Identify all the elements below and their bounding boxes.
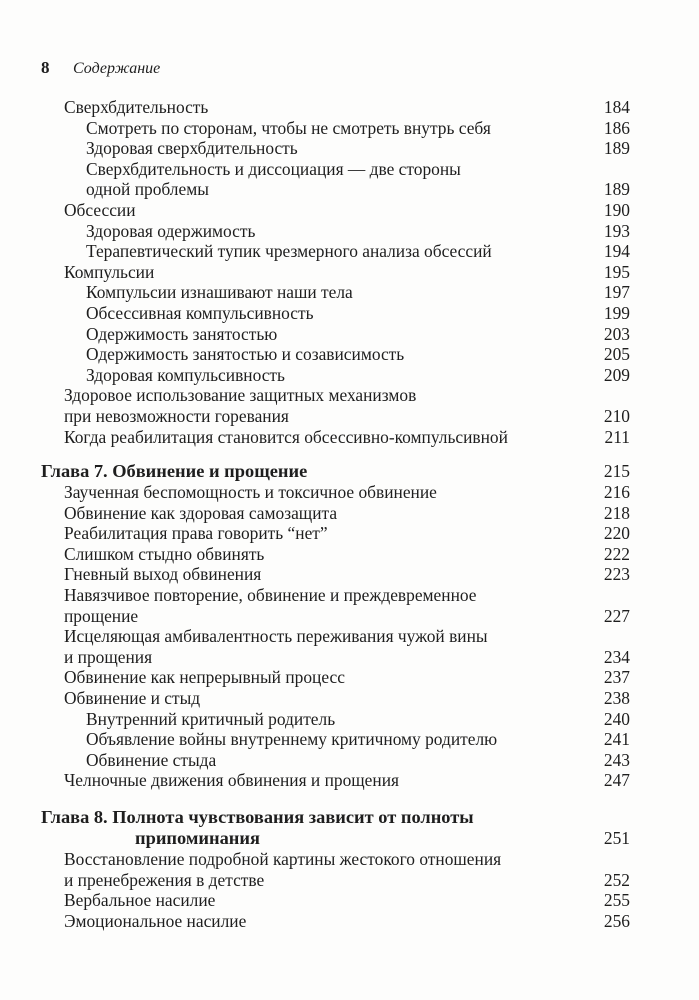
toc-entry-title: Обвинение как непрерывный процесс	[64, 667, 345, 688]
toc-section	[0, 523, 699, 544]
toc-entry-page: 210	[603, 405, 630, 426]
toc-section	[0, 385, 699, 426]
toc-section	[0, 427, 699, 448]
toc-subsection	[0, 138, 699, 159]
toc-subsection	[0, 159, 699, 200]
toc-entry-page: 189	[603, 179, 630, 200]
toc-entry-page: 222	[603, 543, 630, 564]
toc-section	[0, 482, 699, 503]
toc-entry-title: Объявление войны внутреннему критичному родителю	[86, 729, 498, 750]
toc-entry-title: Одержимость занятостью и созависимость	[86, 344, 405, 365]
toc-entry-title: Сверхбдительность и диссоциация — две стороны	[86, 158, 461, 179]
toc-entry-page: 197	[603, 282, 630, 303]
toc-entry-title: Компульсии изнашивают наши тела	[86, 282, 353, 303]
toc-entry-title: Смотреть по сторонам, чтобы не смотреть внутрь себя	[86, 117, 491, 138]
toc-entry-title: Вербальное насилие	[64, 890, 216, 911]
toc-subsection	[0, 344, 699, 365]
toc-section	[0, 626, 699, 667]
toc-section	[0, 770, 699, 791]
toc-entry-page: 243	[603, 749, 630, 770]
toc-section	[0, 564, 699, 585]
toc-entry-page: 252	[603, 869, 630, 890]
toc-section	[0, 667, 699, 688]
toc-section	[0, 911, 699, 932]
toc-entry-title: Гневный выход обвинения	[64, 564, 262, 585]
toc-entry-title: Реабилитация права говорить “нет”	[64, 523, 328, 544]
toc-entry-page: 238	[603, 688, 630, 709]
toc-chapter	[0, 807, 699, 849]
toc-entry-page: 241	[603, 729, 630, 750]
toc-entry-title: Внутренний критичный родитель	[86, 708, 336, 729]
running-title: Содержание	[73, 60, 161, 77]
toc-entry-page: 218	[603, 502, 630, 523]
toc-entry-page: 216	[603, 482, 630, 503]
toc-entry-title: Эмоциональное насилие	[64, 910, 247, 931]
toc-entry-page: 189	[603, 138, 630, 159]
toc-entry-title-continued: при невозможности горевания	[64, 405, 289, 426]
toc-entry-title: Здоровая сверхбдительность	[86, 138, 298, 159]
toc-entry-title: Одержимость занятостью	[86, 323, 278, 344]
toc-entry-page: 223	[603, 564, 630, 585]
toc-entry-title-continued: прощение	[64, 605, 139, 626]
toc-section	[0, 688, 699, 709]
toc-entry-title-continued: припоминания	[135, 828, 260, 848]
toc-subsection	[0, 365, 699, 386]
table-of-contents	[0, 97, 699, 931]
toc-entry-title: Обвинение и стыд	[64, 688, 201, 709]
toc-entry-title: Челночные движения обвинения и прощения	[64, 770, 400, 791]
toc-entry-page: 255	[603, 890, 630, 911]
toc-entry-title: Обвинение стыда	[86, 749, 217, 770]
toc-entry-title-continued: и прощения	[64, 646, 153, 667]
toc-section	[0, 97, 699, 118]
page-number: 8	[41, 58, 50, 77]
toc-entry-page: 220	[603, 523, 630, 544]
toc-chapter	[0, 461, 699, 482]
toc-entry-title: Обсессии	[64, 199, 136, 220]
toc-entry-page: 194	[603, 241, 630, 262]
toc-entry-title: Сверхбдительность	[64, 97, 209, 117]
toc-entry-title-continued: одной проблемы	[86, 179, 209, 200]
running-header	[41, 58, 160, 78]
toc-entry-title: Глава 7. Обвинение и прощение	[41, 461, 308, 482]
toc-entry-title: Обсессивная компульсивность	[86, 302, 314, 323]
toc-entry-title: Здоровая одержимость	[86, 220, 256, 241]
toc-section	[0, 849, 699, 890]
toc-section	[0, 200, 699, 221]
toc-entry-title: Компульсии	[64, 261, 155, 282]
toc-entry-page: 227	[603, 605, 630, 626]
toc-entry-title: Исцеляющая амбивалентность переживания чужой вины	[64, 626, 488, 647]
toc-entry-page: 251	[603, 828, 630, 848]
toc-entry-page: 203	[603, 323, 630, 344]
toc-section	[0, 890, 699, 911]
toc-entry-page: 234	[603, 646, 630, 667]
toc-entry-page: 205	[603, 344, 630, 365]
toc-entry-page: 190	[603, 199, 630, 220]
toc-entry-page: 193	[603, 220, 630, 241]
toc-entry-title: Слишком стыдно обвинять	[64, 543, 265, 564]
toc-entry-title: Навязчивое повторение, обвинение и преждевременное	[64, 585, 477, 606]
toc-entry-page: 195	[603, 261, 630, 282]
toc-entry-page: 211	[604, 426, 630, 447]
toc-entry-page: 209	[603, 364, 630, 385]
toc-entry-title: Когда реабилитация становится обсессивно-компульсивной	[64, 426, 508, 447]
toc-entry-title: Терапевтический тупик чрезмерного анализа обсессий	[86, 241, 492, 262]
toc-section	[0, 503, 699, 524]
toc-entry-page: 237	[603, 667, 630, 688]
toc-section	[0, 544, 699, 565]
toc-subsection	[0, 282, 699, 303]
toc-subsection	[0, 118, 699, 139]
toc-subsection	[0, 221, 699, 242]
toc-entry-page: 184	[603, 97, 630, 117]
toc-subsection	[0, 324, 699, 345]
toc-section	[0, 262, 699, 283]
toc-subsection	[0, 709, 699, 730]
toc-entry-page: 186	[603, 117, 630, 138]
toc-entry-title: Заученная беспомощность и токсичное обвинение	[64, 482, 437, 503]
toc-entry-page: 215	[603, 461, 630, 482]
toc-entry-title: Обвинение как здоровая самозащита	[64, 502, 338, 523]
toc-entry-title: Здоровая компульсивность	[86, 364, 285, 385]
toc-entry-page: 247	[603, 770, 630, 791]
toc-subsection	[0, 750, 699, 771]
toc-entry-page: 256	[603, 910, 630, 931]
toc-entry-page: 199	[603, 302, 630, 323]
toc-entry-page: 240	[603, 708, 630, 729]
toc-entry-title: Глава 8. Полнота чувствования зависит от полноты	[41, 807, 474, 827]
toc-subsection	[0, 241, 699, 262]
toc-entry-title-continued: и пренебрежения в детстве	[64, 869, 265, 890]
toc-section	[0, 585, 699, 626]
toc-entry-title: Здоровое использование защитных механизмов	[64, 385, 417, 406]
toc-entry-title: Восстановление подробной картины жестокого отношения	[64, 849, 502, 869]
toc-subsection	[0, 729, 699, 750]
toc-subsection	[0, 303, 699, 324]
